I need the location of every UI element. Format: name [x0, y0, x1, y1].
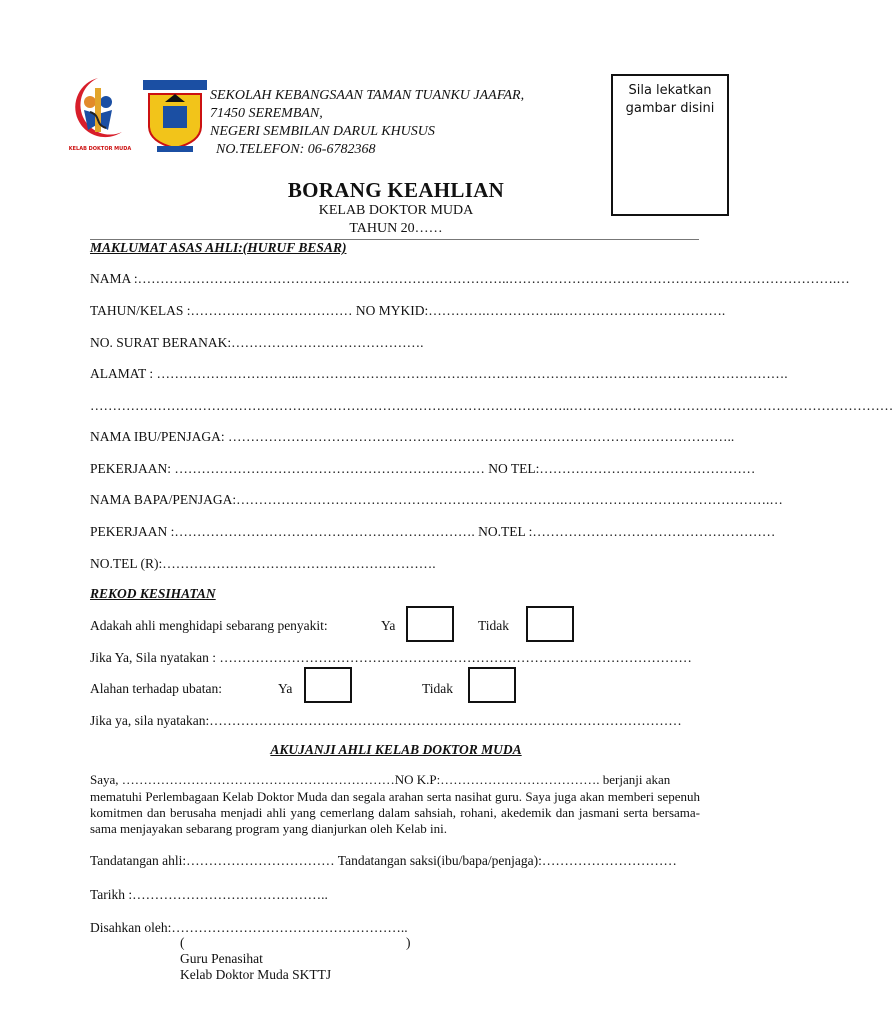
field-nama-ibu[interactable]: NAMA IBU/PENJAGA: ………………………………………………………………………………………………….. — [90, 429, 735, 444]
paren-close: ) — [406, 935, 411, 950]
q-alahan-detail[interactable]: Jika ya, sila nyatakan:…………………………………………………………………………………………… — [90, 713, 682, 728]
field-nama[interactable]: NAMA :………………………………………………………………………..……………………………………………………………….… — [90, 271, 850, 286]
field-alamat[interactable]: ALAMAT : …………………………..………………………………………………………………………………………………. — [90, 366, 788, 381]
q-alahan-tidak-checkbox[interactable] — [468, 667, 516, 703]
field-pekerjaan-bapa[interactable]: PEKERJAAN :…………………………………………………………. NO.TEL :……………………………………………… — [90, 524, 776, 539]
pledge-heading: AKUJANJI AHLI KELAB DOKTOR MUDA — [270, 742, 522, 757]
form-title: BORANG KEAHLIAN — [287, 178, 505, 202]
pledge-first-line[interactable]: Saya, ………………………………………………………NO K.P:………………………………. berjanji akan — [90, 772, 671, 787]
advisor-title: Guru Penasihat — [180, 951, 263, 966]
school-address — [210, 87, 524, 159]
q-penyakit-detail[interactable]: Jika Ya, Sila nyatakan : …………………………………………………………………………………………… — [90, 650, 692, 665]
q-penyakit-ya-label: Ya — [381, 618, 396, 633]
school-postcode: 71450 SEREMBAN, — [210, 106, 323, 121]
field-tel-rumah[interactable]: NO.TEL (R):……………………………………………………. — [90, 556, 436, 571]
school-name: SEKOLAH KEBANGSAAN TAMAN TUANKU JAAFAR, — [210, 88, 525, 103]
kelab-doktor-muda-logo — [62, 72, 132, 158]
approved-line[interactable]: Disahkan oleh:…………………………………………….. — [90, 920, 408, 935]
q-penyakit-ya-checkbox[interactable] — [406, 606, 454, 642]
field-pekerjaan-ibu[interactable]: PEKERJAAN: …………………………………………………………… NO TEL:………………………………………… — [90, 461, 756, 476]
school-state: NEGERI SEMBILAN DARUL KHUSUS — [210, 124, 435, 139]
form-subtitle: KELAB DOKTOR MUDA — [318, 203, 474, 218]
photo-box-text: Sila lekatkan gambar disini — [625, 83, 715, 116]
q-alahan-tidak-label: Tidak — [422, 681, 454, 696]
q-penyakit-tidak-checkbox[interactable] — [526, 606, 574, 642]
field-alamat-line2[interactable]: ……………………………………………………………………………………………..……………………………………………………………… — [90, 398, 893, 413]
q-penyakit-label: Adakah ahli menghidapi sebarang penyakit: — [90, 618, 328, 633]
q-alahan-ya-checkbox[interactable] — [304, 667, 352, 703]
form-year: TAHUN 20…… — [349, 221, 443, 236]
q-alahan-ya-label: Ya — [278, 681, 293, 696]
q-penyakit-tidak-label: Tidak — [478, 618, 510, 633]
q-alahan-label: Alahan terhadap ubatan: — [90, 681, 222, 696]
school-phone: NO.TELEFON: 06-6782368 — [216, 142, 376, 157]
signature-line[interactable]: Tandatangan ahli:…………………………… Tandatangan saksi(ibu/bapa/penjaga):………………………… — [90, 853, 677, 868]
member-info-heading: MAKLUMAT ASAS AHLI:(HURUF BESAR) — [90, 240, 347, 255]
field-tahun-kelas-mykid[interactable]: TAHUN/KELAS :……………………………… NO MYKID:………….……………..………………………………. — [90, 303, 726, 318]
date-line[interactable]: Tarikh :…………………………………….. — [90, 887, 328, 902]
field-nama-bapa[interactable]: NAMA BAPA/PENJAGA:……………………………………………………………….……………………………………….… — [90, 492, 783, 507]
advisor-block — [180, 951, 331, 983]
school-crest-logo — [143, 78, 207, 154]
pledge-text: mematuhi Perlembagaan Kelab Doktor Muda dan segala arahan serta nasihat guru. Saya juga akan memberi sepenuh komitmen dan berusaha menjadi ahli yang cemerlang dalam sahsiah, rohani, akedemik dan jasmani serta bersama-sama menjayakan sebarang program yang dianjurkan oleh Kelab ini. — [90, 789, 700, 836]
advisor-club: Kelab Doktor Muda SKTTJ — [180, 967, 332, 982]
field-surat-beranak[interactable]: NO. SURAT BERANAK:……………………………………. — [90, 335, 424, 350]
paren-open: ( — [180, 935, 185, 950]
health-heading: REKOD KESIHATAN — [90, 586, 216, 601]
logo-caption: KELAB DOKTOR MUDA — [68, 146, 132, 152]
